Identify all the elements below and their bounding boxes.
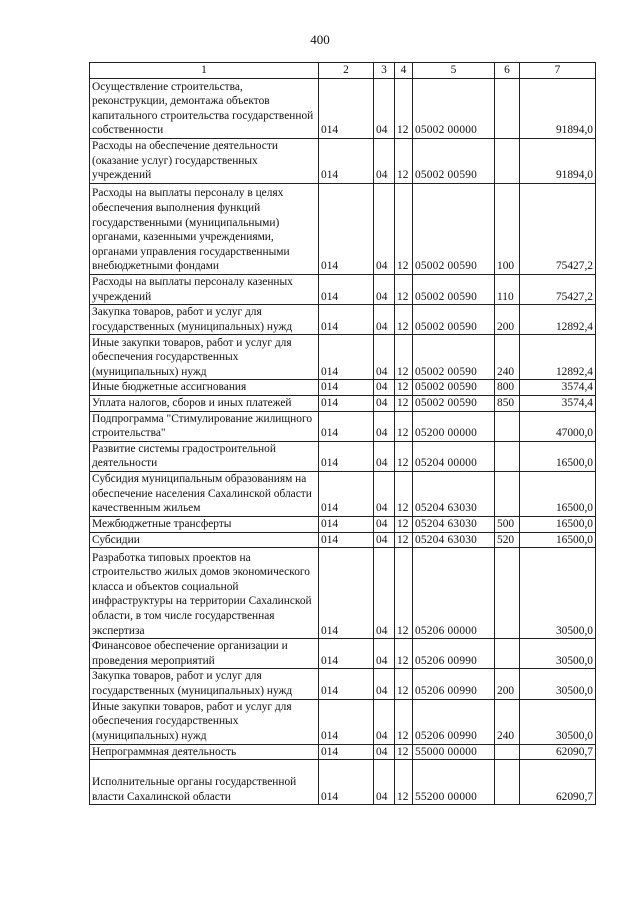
row-target-article: 05002 00590 xyxy=(413,335,495,380)
row-amount: 91894,0 xyxy=(520,139,596,184)
row-expense-type: 800 xyxy=(495,380,520,396)
row-subsection-code: 12 xyxy=(395,639,413,669)
row-section-code: 04 xyxy=(374,139,395,184)
row-section-code: 04 xyxy=(374,79,395,139)
row-target-article: 05002 00590 xyxy=(413,184,495,275)
row-section-code: 04 xyxy=(374,305,395,335)
row-subsection-code: 12 xyxy=(395,275,413,305)
table-row xyxy=(90,760,596,805)
row-subsection-code: 12 xyxy=(395,335,413,380)
table-row xyxy=(90,532,596,548)
column-header: 1 xyxy=(90,63,319,79)
row-section-code: 04 xyxy=(374,471,395,516)
row-section-code: 04 xyxy=(374,699,395,744)
column-header: 5 xyxy=(413,63,495,79)
row-ministry-code: 014 xyxy=(319,441,374,471)
row-subsection-code: 12 xyxy=(395,548,413,639)
row-ministry-code: 014 xyxy=(319,699,374,744)
table-row xyxy=(90,380,596,396)
row-target-article: 05002 00590 xyxy=(413,139,495,184)
row-section-code: 04 xyxy=(374,760,395,805)
row-target-article: 05204 63030 xyxy=(413,471,495,516)
row-ministry-code: 014 xyxy=(319,380,374,396)
column-header: 7 xyxy=(520,63,596,79)
row-ministry-code: 014 xyxy=(319,335,374,380)
table-row xyxy=(90,471,596,516)
column-header: 3 xyxy=(374,63,395,79)
row-target-article: 05002 00590 xyxy=(413,395,495,411)
row-expense-type: 200 xyxy=(495,305,520,335)
row-section-code: 04 xyxy=(374,744,395,760)
row-target-article: 05002 00590 xyxy=(413,380,495,396)
row-ministry-code: 014 xyxy=(319,548,374,639)
table-row xyxy=(90,275,596,305)
row-description: Иные закупки товаров, работ и услуг для обеспечения государственных (муниципальных) нужд xyxy=(90,335,319,380)
row-ministry-code: 014 xyxy=(319,275,374,305)
row-amount: 62090,7 xyxy=(520,744,596,760)
row-subsection-code: 12 xyxy=(395,79,413,139)
row-expense-type: 500 xyxy=(495,516,520,532)
row-target-article: 05206 00990 xyxy=(413,669,495,699)
row-description: Расходы на выплаты персоналу в целях обеспечения выполнения функций государственными (муниципальными) органами, казенными учреждениями, органами управления государственными внебюджетными фондами xyxy=(90,184,319,275)
row-target-article: 05002 00590 xyxy=(413,275,495,305)
column-header: 2 xyxy=(319,63,374,79)
row-description: Закупка товаров, работ и услуг для государственных (муниципальных) нужд xyxy=(90,305,319,335)
row-description: Субсидия муниципальным образованиям на обеспечение населения Сахалинской области качественным жильем xyxy=(90,471,319,516)
row-section-code: 04 xyxy=(374,532,395,548)
row-section-code: 04 xyxy=(374,516,395,532)
row-target-article: 05204 00000 xyxy=(413,441,495,471)
column-header: 6 xyxy=(495,63,520,79)
row-section-code: 04 xyxy=(374,639,395,669)
row-target-article: 05200 00000 xyxy=(413,411,495,441)
row-amount: 30500,0 xyxy=(520,699,596,744)
table-row xyxy=(90,139,596,184)
row-description: Исполнительные органы государственной власти Сахалинской области xyxy=(90,760,319,805)
row-expense-type: 520 xyxy=(495,532,520,548)
row-description: Закупка товаров, работ и услуг для государственных (муниципальных) нужд xyxy=(90,669,319,699)
row-ministry-code: 014 xyxy=(319,516,374,532)
table-row xyxy=(90,305,596,335)
row-subsection-code: 12 xyxy=(395,669,413,699)
row-description: Расходы на обеспечение деятельности (оказание услуг) государственных учреждений xyxy=(90,139,319,184)
row-subsection-code: 12 xyxy=(395,744,413,760)
row-description: Иные бюджетные ассигнования xyxy=(90,380,319,396)
row-expense-type: 240 xyxy=(495,699,520,744)
row-section-code: 04 xyxy=(374,335,395,380)
row-description: Расходы на выплаты персоналу казенных учреждений xyxy=(90,275,319,305)
table-row xyxy=(90,744,596,760)
row-target-article: 05204 63030 xyxy=(413,516,495,532)
row-subsection-code: 12 xyxy=(395,395,413,411)
row-section-code: 04 xyxy=(374,184,395,275)
row-description: Развитие системы градостроительной деятельности xyxy=(90,441,319,471)
row-ministry-code: 014 xyxy=(319,395,374,411)
row-description: Осуществление строительства, реконструкции, демонтажа объектов капитального строительства государственной собственности xyxy=(90,79,319,139)
page-number: 400 xyxy=(310,32,330,47)
row-subsection-code: 12 xyxy=(395,471,413,516)
row-target-article: 05206 00990 xyxy=(413,639,495,669)
row-expense-type: 110 xyxy=(495,275,520,305)
table-row xyxy=(90,639,596,669)
row-amount: 16500,0 xyxy=(520,441,596,471)
row-target-article: 05002 00000 xyxy=(413,79,495,139)
row-expense-type xyxy=(495,639,520,669)
row-target-article: 05204 63030 xyxy=(413,532,495,548)
row-amount: 30500,0 xyxy=(520,548,596,639)
row-amount: 75427,2 xyxy=(520,275,596,305)
table-row xyxy=(90,441,596,471)
row-expense-type: 240 xyxy=(495,335,520,380)
table-row xyxy=(90,79,596,139)
row-target-article: 05206 00990 xyxy=(413,699,495,744)
row-amount: 16500,0 xyxy=(520,532,596,548)
row-subsection-code: 12 xyxy=(395,441,413,471)
row-description: Непрограммная деятельность xyxy=(90,744,319,760)
table-row xyxy=(90,548,596,639)
table-header-row xyxy=(90,63,596,79)
row-amount: 47000,0 xyxy=(520,411,596,441)
row-ministry-code: 014 xyxy=(319,305,374,335)
row-expense-type xyxy=(495,548,520,639)
row-amount: 3574,4 xyxy=(520,395,596,411)
row-ministry-code: 014 xyxy=(319,79,374,139)
row-subsection-code: 12 xyxy=(395,139,413,184)
table-row xyxy=(90,516,596,532)
row-subsection-code: 12 xyxy=(395,760,413,805)
row-target-article: 55200 00000 xyxy=(413,760,495,805)
row-subsection-code: 12 xyxy=(395,516,413,532)
row-ministry-code: 014 xyxy=(319,669,374,699)
row-expense-type xyxy=(495,760,520,805)
row-ministry-code: 014 xyxy=(319,744,374,760)
row-amount: 16500,0 xyxy=(520,516,596,532)
row-subsection-code: 12 xyxy=(395,532,413,548)
row-ministry-code: 014 xyxy=(319,760,374,805)
row-section-code: 04 xyxy=(374,411,395,441)
row-amount: 75427,2 xyxy=(520,184,596,275)
table-row xyxy=(90,411,596,441)
row-description: Финансовое обеспечение организации и проведения мероприятий xyxy=(90,639,319,669)
row-amount: 12892,4 xyxy=(520,335,596,380)
table-row xyxy=(90,395,596,411)
row-expense-type: 200 xyxy=(495,669,520,699)
row-subsection-code: 12 xyxy=(395,411,413,441)
row-ministry-code: 014 xyxy=(319,184,374,275)
table-row xyxy=(90,335,596,380)
column-header: 4 xyxy=(395,63,413,79)
row-amount: 30500,0 xyxy=(520,669,596,699)
row-description: Уплата налогов, сборов и иных платежей xyxy=(90,395,319,411)
row-expense-type xyxy=(495,471,520,516)
row-subsection-code: 12 xyxy=(395,305,413,335)
row-ministry-code: 014 xyxy=(319,532,374,548)
row-ministry-code: 014 xyxy=(319,139,374,184)
row-section-code: 04 xyxy=(374,669,395,699)
row-description: Разработка типовых проектов на строительство жилых домов экономического класса и объектов социальной инфраструктуры на территории Сахалинской области, в том числе государственная экспертиза xyxy=(90,548,319,639)
row-amount: 91894,0 xyxy=(520,79,596,139)
row-ministry-code: 014 xyxy=(319,411,374,441)
row-section-code: 04 xyxy=(374,441,395,471)
row-expense-type xyxy=(495,744,520,760)
row-target-article: 55000 00000 xyxy=(413,744,495,760)
row-section-code: 04 xyxy=(374,380,395,396)
row-amount: 30500,0 xyxy=(520,639,596,669)
row-subsection-code: 12 xyxy=(395,184,413,275)
row-section-code: 04 xyxy=(374,275,395,305)
row-target-article: 05206 00000 xyxy=(413,548,495,639)
row-description: Межбюджетные трансферты xyxy=(90,516,319,532)
row-amount: 62090,7 xyxy=(520,760,596,805)
row-subsection-code: 12 xyxy=(395,380,413,396)
row-subsection-code: 12 xyxy=(395,699,413,744)
row-section-code: 04 xyxy=(374,548,395,639)
row-ministry-code: 014 xyxy=(319,471,374,516)
table-row xyxy=(90,669,596,699)
row-section-code: 04 xyxy=(374,395,395,411)
row-description: Иные закупки товаров, работ и услуг для обеспечения государственных (муниципальных) нужд xyxy=(90,699,319,744)
row-expense-type: 850 xyxy=(495,395,520,411)
table-row xyxy=(90,184,596,275)
row-amount: 3574,4 xyxy=(520,380,596,396)
row-ministry-code: 014 xyxy=(319,639,374,669)
row-expense-type xyxy=(495,79,520,139)
table-row xyxy=(90,699,596,744)
row-expense-type xyxy=(495,441,520,471)
row-amount: 12892,4 xyxy=(520,305,596,335)
row-description: Подпрограмма "Стимулирование жилищного строительства" xyxy=(90,411,319,441)
row-description: Субсидии xyxy=(90,532,319,548)
row-expense-type xyxy=(495,139,520,184)
row-expense-type: 100 xyxy=(495,184,520,275)
budget-table xyxy=(89,62,596,805)
row-expense-type xyxy=(495,411,520,441)
row-target-article: 05002 00590 xyxy=(413,305,495,335)
row-amount: 16500,0 xyxy=(520,471,596,516)
